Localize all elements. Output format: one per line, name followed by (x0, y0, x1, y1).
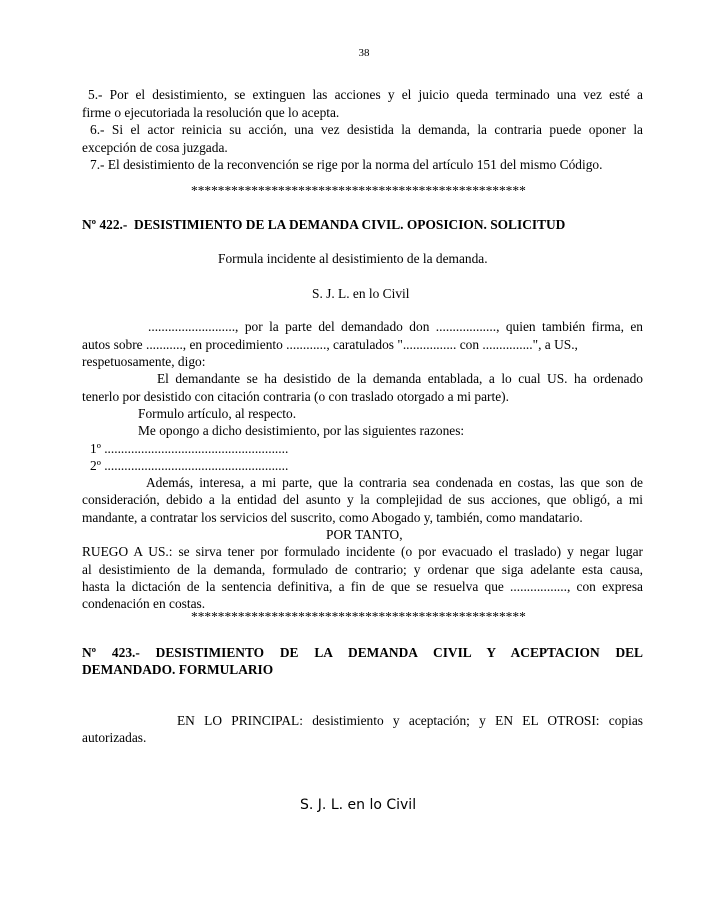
para-7-line-1: EN LO PRINCIPAL: desistimiento y aceptación; y EN EL OTROSI: copias (177, 713, 643, 728)
para-6-line-1: RUEGO A US.: se sirva tener por formulado incidente (o por evacuado el traslado) y negar lugar (82, 544, 643, 559)
para-6-line-4: condenación en costas. (82, 596, 206, 611)
para-2-line-1: El demandante se ha desistido de la demanda entablada, a lo cual US. ha ordenado (157, 371, 643, 386)
por-tanto: POR TANTO, (326, 527, 403, 542)
para-4: Me opongo a dicho desistimiento, por las siguientes razones: (138, 423, 465, 438)
heading-423-line-1: Nº 423.- DESISTIMIENTO DE LA DEMANDA CIVIL Y ACEPTACION DEL (82, 645, 643, 660)
para-1-line-1: .........................., por la parte del demandado don .................., quien también firma, en (148, 319, 643, 334)
formula-subtitle: Formula incidente al desistimiento de la demanda. (218, 251, 488, 266)
para-6-line-3: hasta la dictación de la sentencia definitiva, a fin de que se resuelva que ................., con expresa (82, 579, 643, 594)
para-2-line-2: tenerlo por desistido con citación contraria (o con traslado otorgado a mi parte). (82, 389, 509, 404)
para-6-line-2: al desistimiento de la demanda, formulado de contrario; y ordenar que siga adelante esta causa, (82, 562, 643, 577)
para-5-line-2: consideración, debido a la entidad del asunto y la complejidad de sus acciones, que obligó, a mi (82, 492, 643, 507)
para-1-line-3: respetuosamente, digo: (82, 354, 206, 369)
heading-423-line-2: DEMANDADO. FORMULARIO (82, 662, 274, 677)
page-number: 38 (358, 47, 370, 59)
para-3: Formulo artículo, al respecto. (138, 406, 297, 421)
separator-1: ************************************************** (191, 183, 526, 198)
court-address-2: S. J. L. en lo Civil (300, 797, 417, 813)
reason-2: 2º ....................................................... (90, 458, 289, 473)
reason-1: 1º ....................................................... (90, 441, 289, 456)
para-5-line-3: mandante, a contratar los servicios del suscrito, como Abogado y, también, como mandatario. (82, 510, 583, 525)
court-address-1: S. J. L. en lo Civil (312, 286, 410, 301)
para-5-line-1: Además, interesa, a mi parte, que la contraria sea condenada en costas, las que son de (146, 475, 643, 490)
heading-422: Nº 422.- DESISTIMIENTO DE LA DEMANDA CIVIL. OPOSICION. SOLICITUD (82, 217, 566, 232)
item-6-line-2: excepción de cosa juzgada. (82, 140, 228, 155)
para-1-line-2: autos sobre ..........., en procedimiento ............, caratulados "................ con ...............", a US., (82, 337, 578, 352)
item-5-line-2: firme o ejecutoriada la resolución que lo acepta. (82, 105, 340, 120)
item-6-line-1: 6.- Si el actor reinicia su acción, una vez desistida la demanda, la contraria puede oponer la (90, 122, 643, 137)
item-7-line: 7.- El desistimiento de la reconvención se rige por la norma del artículo 151 del mismo Código. (90, 157, 603, 172)
separator-2: ************************************************** (191, 609, 526, 624)
item-5-line-1: 5.- Por el desistimiento, se extinguen las acciones y el juicio queda terminado una vez esté a (88, 87, 643, 102)
para-7-line-2: autorizadas. (82, 730, 147, 745)
